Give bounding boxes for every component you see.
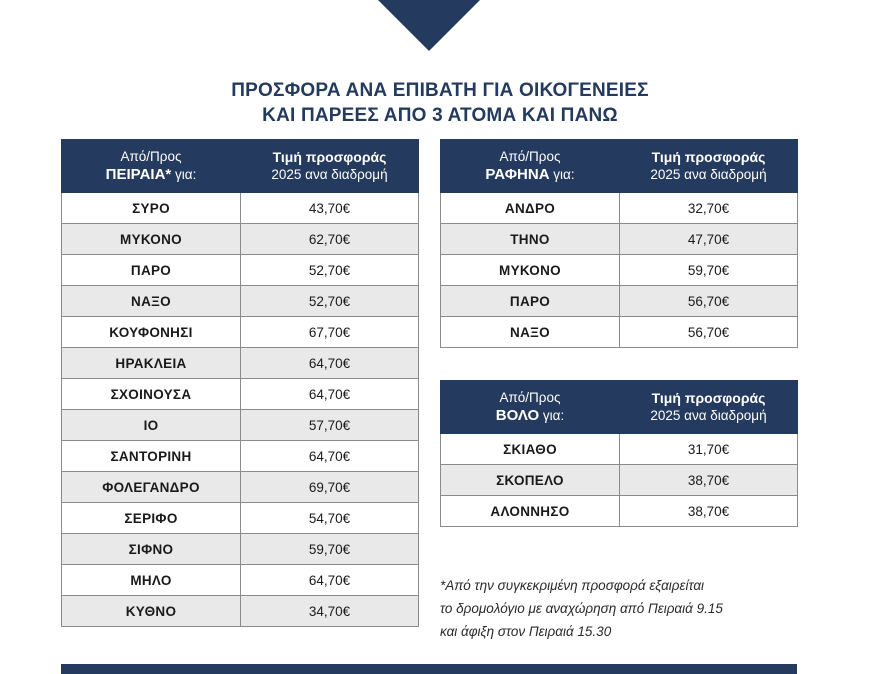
price-cell: 54,70€ xyxy=(241,503,419,534)
price-cell: 59,70€ xyxy=(241,534,419,565)
column-header-origin-port: ΡΑΦΗΝΑ xyxy=(485,166,550,183)
destination-cell: ΑΝΔΡΟ xyxy=(441,193,620,224)
column-header-price xyxy=(241,140,419,193)
price-cell: 64,70€ xyxy=(241,565,419,596)
table-row xyxy=(62,379,419,410)
footnote-line-3: και άφιξη στον Πειραιά 15.30 xyxy=(440,624,612,639)
column-header-price xyxy=(620,140,798,193)
destination-cell: ΤΗΝΟ xyxy=(441,224,620,255)
table-row xyxy=(441,193,798,224)
footnote xyxy=(440,574,790,643)
column-header-origin-suffix: για: xyxy=(553,167,575,182)
table-row xyxy=(441,317,798,348)
price-cell: 52,70€ xyxy=(241,255,419,286)
price-table-piraeus xyxy=(61,139,419,627)
table-row xyxy=(62,317,419,348)
page-title-line-2: ΚΑΙ ΠΑΡΕΕΣ ΑΠΟ 3 ΑΤΟΜΑ ΚΑΙ ΠΑΝΩ xyxy=(262,105,618,126)
table-header-row xyxy=(441,381,798,434)
destination-cell: ΜΥΚΟΝΟ xyxy=(441,255,620,286)
price-cell: 47,70€ xyxy=(620,224,798,255)
destination-cell: ΣΑΝΤΟΡΙΝΗ xyxy=(62,441,241,472)
table-row xyxy=(62,255,419,286)
column-header-origin-port: ΠΕΙΡΑΙΑ* xyxy=(105,166,172,183)
chevron-down-icon xyxy=(378,0,480,51)
destination-cell: ΣΥΡΟ xyxy=(62,193,241,224)
column-header-origin-line-1: Από/Προς xyxy=(499,390,561,405)
page-title xyxy=(0,78,880,128)
table-row xyxy=(441,286,798,317)
table-row xyxy=(62,441,419,472)
column-header-origin xyxy=(62,140,241,193)
column-header-price-line-2: 2025 ανα διαδρομή xyxy=(650,408,767,423)
table-row xyxy=(62,503,419,534)
price-cell: 57,70€ xyxy=(241,410,419,441)
destination-cell: ΠΑΡΟ xyxy=(62,255,241,286)
table-row xyxy=(62,596,419,627)
price-cell: 56,70€ xyxy=(620,286,798,317)
destination-cell: ΗΡΑΚΛΕΙΑ xyxy=(62,348,241,379)
column-header-price xyxy=(620,381,798,434)
destination-cell: ΣΧΟΙΝΟΥΣΑ xyxy=(62,379,241,410)
table-header-row xyxy=(441,140,798,193)
table-row xyxy=(62,224,419,255)
price-cell: 38,70€ xyxy=(620,496,798,527)
column-header-origin xyxy=(441,381,620,434)
destination-cell: ΑΛΟΝΝΗΣΟ xyxy=(441,496,620,527)
table-row xyxy=(441,434,798,465)
column-header-origin-suffix: για: xyxy=(175,167,197,182)
price-cell: 69,70€ xyxy=(241,472,419,503)
price-table-rafina xyxy=(440,139,798,348)
destination-cell: ΚΟΥΦΟΝΗΣΙ xyxy=(62,317,241,348)
table-row xyxy=(62,286,419,317)
footnote-line-1: *Από την συγκεκριμένη προσφορά εξαιρείται xyxy=(440,578,705,593)
table-row xyxy=(441,496,798,527)
price-cell: 32,70€ xyxy=(620,193,798,224)
price-cell: 31,70€ xyxy=(620,434,798,465)
column-header-price-line-1: Τιμή προσφοράς xyxy=(651,149,766,165)
destination-cell: ΙΟ xyxy=(62,410,241,441)
price-cell: 67,70€ xyxy=(241,317,419,348)
destination-cell: ΣΙΦΝΟ xyxy=(62,534,241,565)
table-row xyxy=(62,193,419,224)
destination-cell: ΣΚΟΠΕΛΟ xyxy=(441,465,620,496)
destination-cell: ΣΚΙΑΘΟ xyxy=(441,434,620,465)
destination-cell: ΠΑΡΟ xyxy=(441,286,620,317)
column-header-price-line-1: Τιμή προσφοράς xyxy=(651,390,766,406)
table-header-row xyxy=(62,140,419,193)
price-cell: 59,70€ xyxy=(620,255,798,286)
destination-cell: ΦΟΛΕΓΑΝΔΡΟ xyxy=(62,472,241,503)
column-header-origin xyxy=(441,140,620,193)
price-cell: 43,70€ xyxy=(241,193,419,224)
price-table-volos xyxy=(440,380,798,527)
table-row xyxy=(62,472,419,503)
price-cell: 64,70€ xyxy=(241,348,419,379)
bottom-divider-bar xyxy=(61,664,797,674)
price-cell: 34,70€ xyxy=(241,596,419,627)
table-row xyxy=(441,255,798,286)
destination-cell: ΜΗΛΟ xyxy=(62,565,241,596)
footnote-line-2: το δρομολόγιο με αναχώρηση από Πειραιά 9.15 xyxy=(440,601,723,616)
price-cell: 62,70€ xyxy=(241,224,419,255)
column-header-origin-suffix: για: xyxy=(542,408,565,423)
destination-cell: ΝΑΞΟ xyxy=(62,286,241,317)
table-row xyxy=(62,410,419,441)
price-cell: 38,70€ xyxy=(620,465,798,496)
column-header-origin-port: ΒΟΛΟ xyxy=(495,407,540,424)
table-row xyxy=(62,565,419,596)
price-cell: 64,70€ xyxy=(241,379,419,410)
column-header-origin-line-1: Από/Προς xyxy=(499,149,561,164)
destination-cell: ΝΑΞΟ xyxy=(441,317,620,348)
table-row xyxy=(62,348,419,379)
page-title-line-1: ΠΡΟΣΦΟΡΑ ΑΝΑ ΕΠΙΒΑΤΗ ΓΙΑ ΟΙΚΟΓΕΝΕΙΕΣ xyxy=(231,80,649,101)
column-header-price-line-1: Τιμή προσφοράς xyxy=(272,149,387,165)
column-header-price-line-2: 2025 ανα διαδρομή xyxy=(271,167,388,182)
table-row xyxy=(441,465,798,496)
column-header-price-line-2: 2025 ανα διαδρομή xyxy=(650,167,767,182)
destination-cell: ΜΥΚΟΝΟ xyxy=(62,224,241,255)
price-cell: 56,70€ xyxy=(620,317,798,348)
destination-cell: ΣΕΡΙΦΟ xyxy=(62,503,241,534)
price-cell: 64,70€ xyxy=(241,441,419,472)
table-row xyxy=(441,224,798,255)
table-row xyxy=(62,534,419,565)
price-cell: 52,70€ xyxy=(241,286,419,317)
column-header-origin-line-1: Από/Προς xyxy=(120,149,182,164)
destination-cell: ΚΥΘΝΟ xyxy=(62,596,241,627)
